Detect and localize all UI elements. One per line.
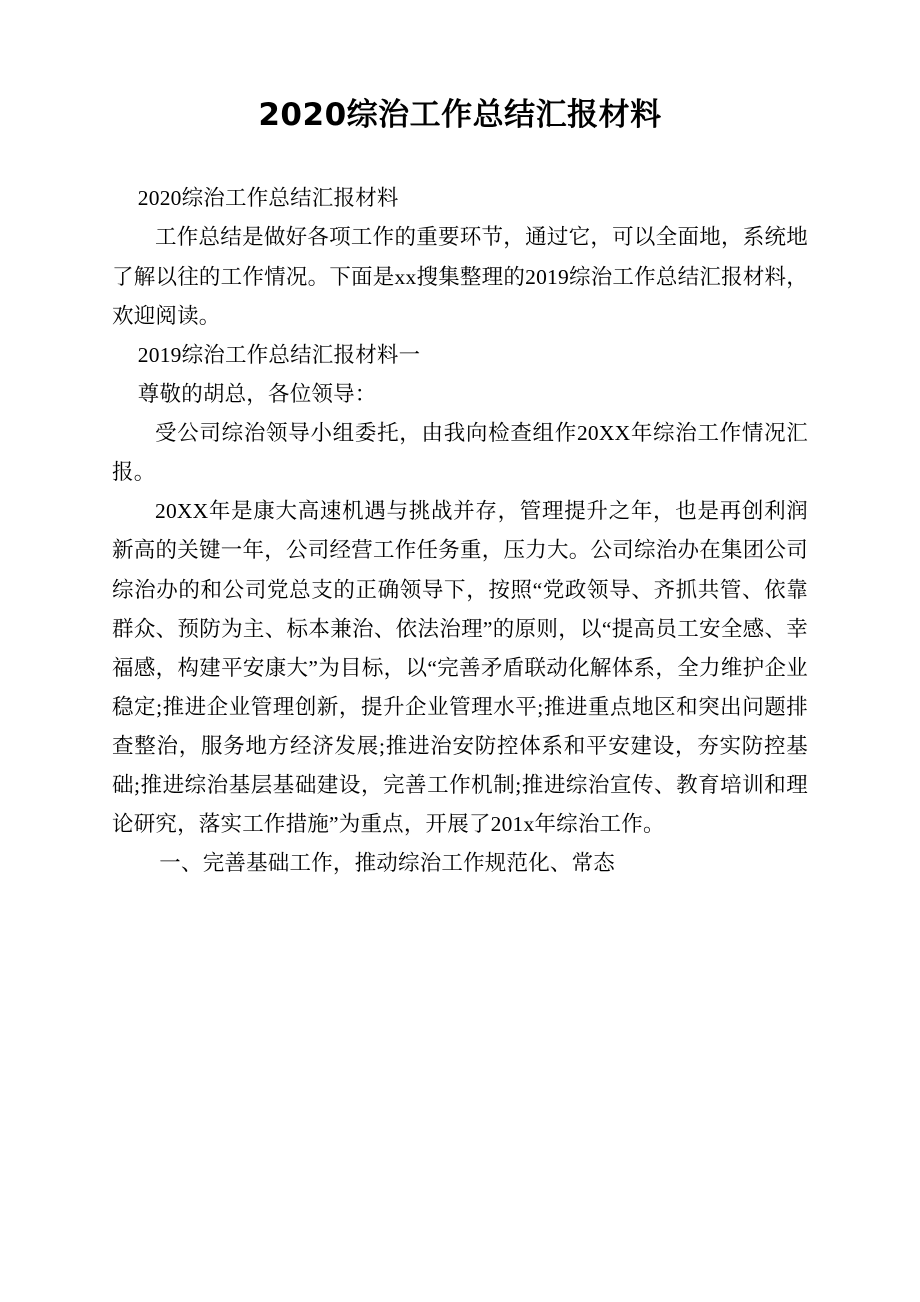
paragraph-subtitle: 2020综治工作总结汇报材料	[137, 186, 399, 211]
paragraph-section-heading-one: 2019综治工作总结汇报材料一	[137, 342, 421, 367]
paragraph-salutation: 尊敬的胡总，各位领导：	[137, 381, 377, 406]
paragraph-commission: 受公司综治领导小组委托，由我向检查组作20XX年综治工作情况汇报。	[112, 421, 808, 485]
paragraph-intro: 工作总结是做好各项工作的重要环节，通过它，可以全面地，系统地了解以往的工作情况。下面是xx搜集整理的2019综治工作总结汇报材料，欢迎阅读。	[112, 225, 808, 328]
paragraph-section-one: 一、完善基础工作，推动综治工作规范化、常态	[159, 851, 615, 876]
paragraph-main-body: 20XX年是康大高速机遇与挑战并存，管理提升之年，也是再创利润新高的关键一年，公司经营工作任务重，压力大。公司综治办在集团公司综治办的和公司党总支的正确领导下，按照“党政领导、齐抓共管、依靠群众、预防为主、标本兼治、依法治理”的原则，以“提高员工安全感、幸福感，构建平安康大”为目标，以“完善矛盾联动化解体系，全力维护企业稳定;推进企业管理创新，提升企业管理水平;推进重点地区和突出问题排查整治，服务地方经济发展;推进治安防控体系和平安建设，夯实防控基础;推进综治基层基础建设，完善工作机制;推进综治宣传、教育培训和理论研究，落实工作措施”为重点，开展了201x年综治工作。	[112, 499, 808, 837]
page-title: 2020综治工作总结汇报材料	[258, 97, 662, 133]
